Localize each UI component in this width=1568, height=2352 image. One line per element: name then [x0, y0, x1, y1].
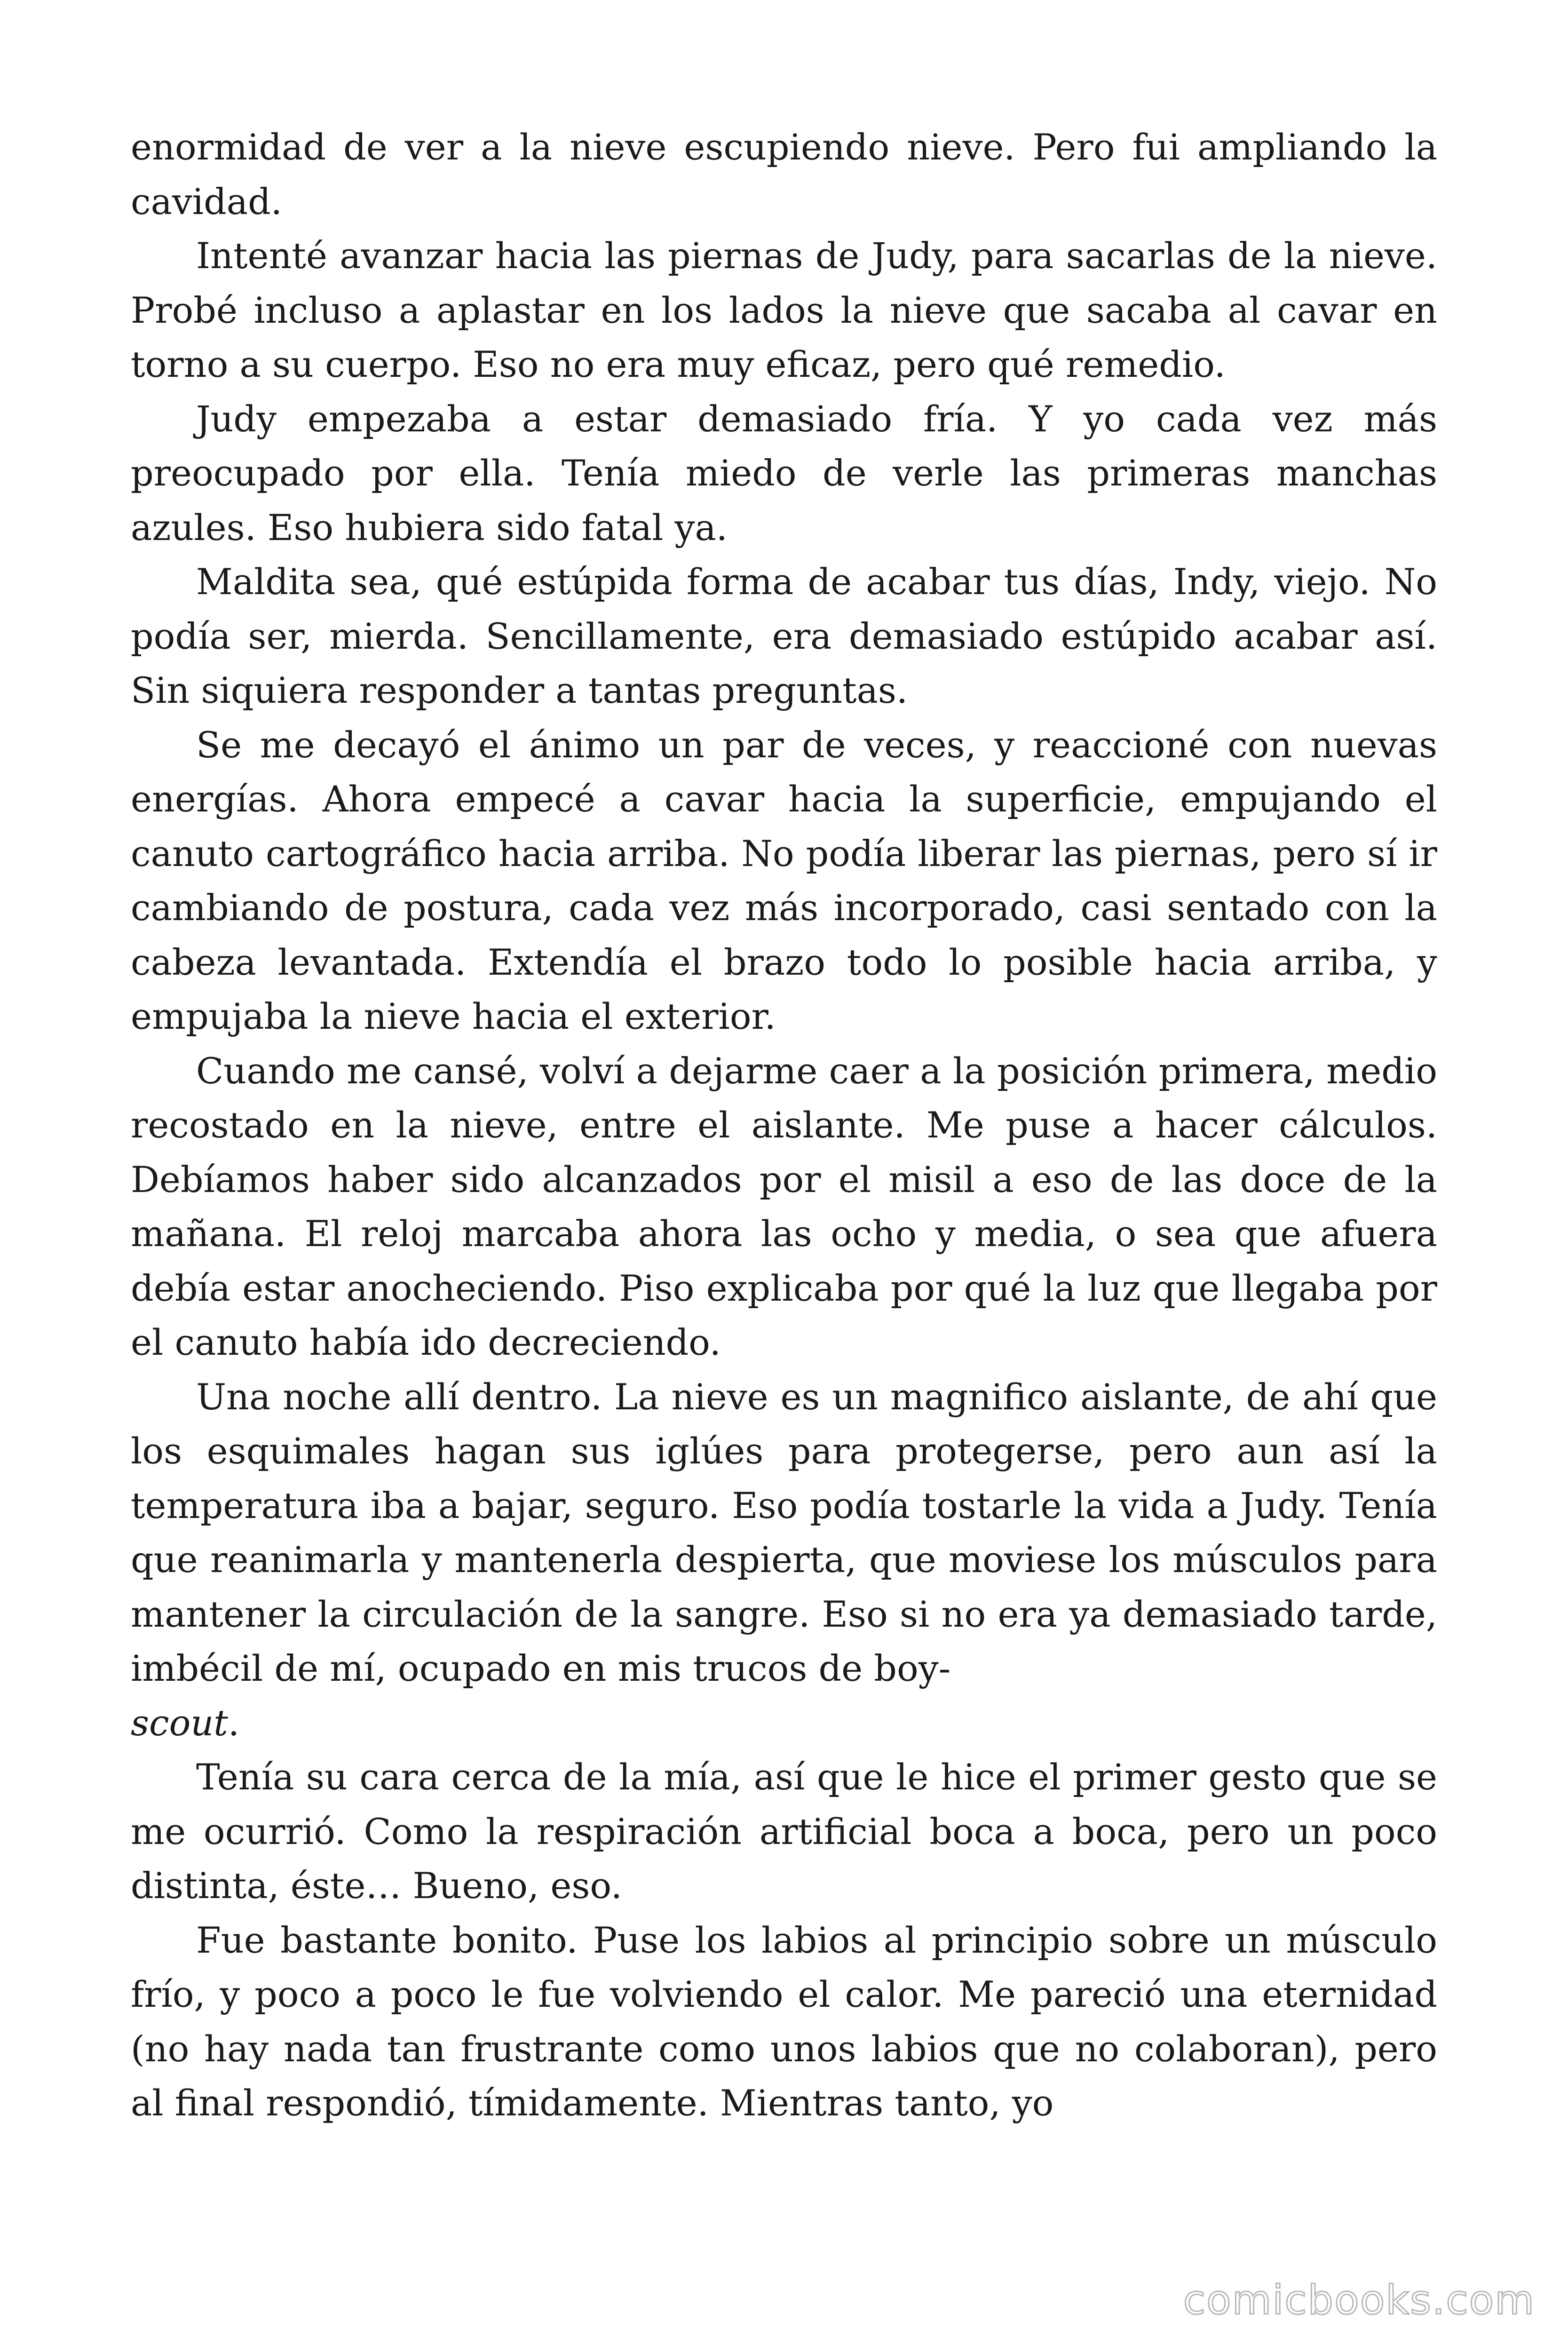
italic-word: scout [131, 1701, 228, 1744]
paragraph-3: Judy empezaba a estar demasiado fría. Y yo cada vez más preocupado por ella. Tenía miedo de verle las primeras manchas azules. Eso hubiera sido fatal ya. [131, 397, 1437, 548]
paragraph-2: Intenté avanzar hacia las piernas de Judy, para sacarlas de la nieve. Probé incluso a aplastar en los lados la nieve que sacaba al cavar en torno a su cuerpo. Eso no era muy eficaz, pero qué remedio. [131, 235, 1437, 385]
paragraph-6: Cuando me cansé, volví a dejarme caer a la posición primera, medio recostado en la nieve, entre el aislante. Me puse a hacer cálculos. Debíamos haber sido alcanzados por el misil a eso de las doce de la mañana. El reloj marcaba ahora las ocho y media, o sea que afuera debía estar anocheciendo. Piso explicaba por qué la luz que llegaba por el canuto había ido decreciendo. [131, 1049, 1437, 1363]
watermark-logo: comicbooks.com [1183, 2277, 1535, 2324]
paragraph-8: Tenía su cara cerca de la mía, así que le hice el primer gesto que se me ocurrió. Como la respiración artificial boca a boca, pero un poco distinta, éste… Bueno, eso. [131, 1756, 1437, 1907]
paragraph-1: enormidad de ver a la nieve escupiendo nieve. Pero fui ampliando la cavidad. [131, 126, 1437, 222]
body-text [131, 120, 1437, 2130]
paragraph-4: Maldita sea, qué estúpida forma de acabar tus días, Indy, viejo. No podía ser, mierda. Sencillamente, era demasiado estúpido acabar así. Sin siquiera responder a tantas preguntas. [131, 561, 1437, 711]
paragraph-7 [131, 1370, 1437, 1750]
paragraph-7-text: Una noche allí dentro. La nieve es un magnifico aislante, de ahí que los esquimales hagan sus iglúes para protegerse, pero aun así la temperatura iba a bajar, seguro. Eso podía tostarle la vida a Judy. Tenía que reanimarla y mantenerla despierta, que moviese los músculos para mantener la circulación de la sangre. Eso si no era ya demasiado tarde, imbécil de mí, ocupado en mis trucos de boy- [131, 1375, 1437, 1689]
paragraph-5: Se me decayó el ánimo un par de veces, y reaccioné con nuevas energías. Ahora empecé a cavar hacia la superficie, empujando el canuto cartográfico hacia arriba. No podía liberar las piernas, pero sí ir cambiando de postura, cada vez más incorporado, casi sentado con la cabeza levantada. Extendía el brazo todo lo posible hacia arriba, y empujaba la nieve hacia el exterior. [131, 723, 1437, 1037]
paragraph-7-period: . [228, 1701, 239, 1744]
paragraph-9: Fue bastante bonito. Puse los labios al principio sobre un músculo frío, y poco a poco le fue volviendo el calor. Me pareció una eternidad (no hay nada tan frustrante como unos labios que no colaboran), pero al final respondió, tímidamente. Mientras tanto, yo [131, 1919, 1437, 2124]
